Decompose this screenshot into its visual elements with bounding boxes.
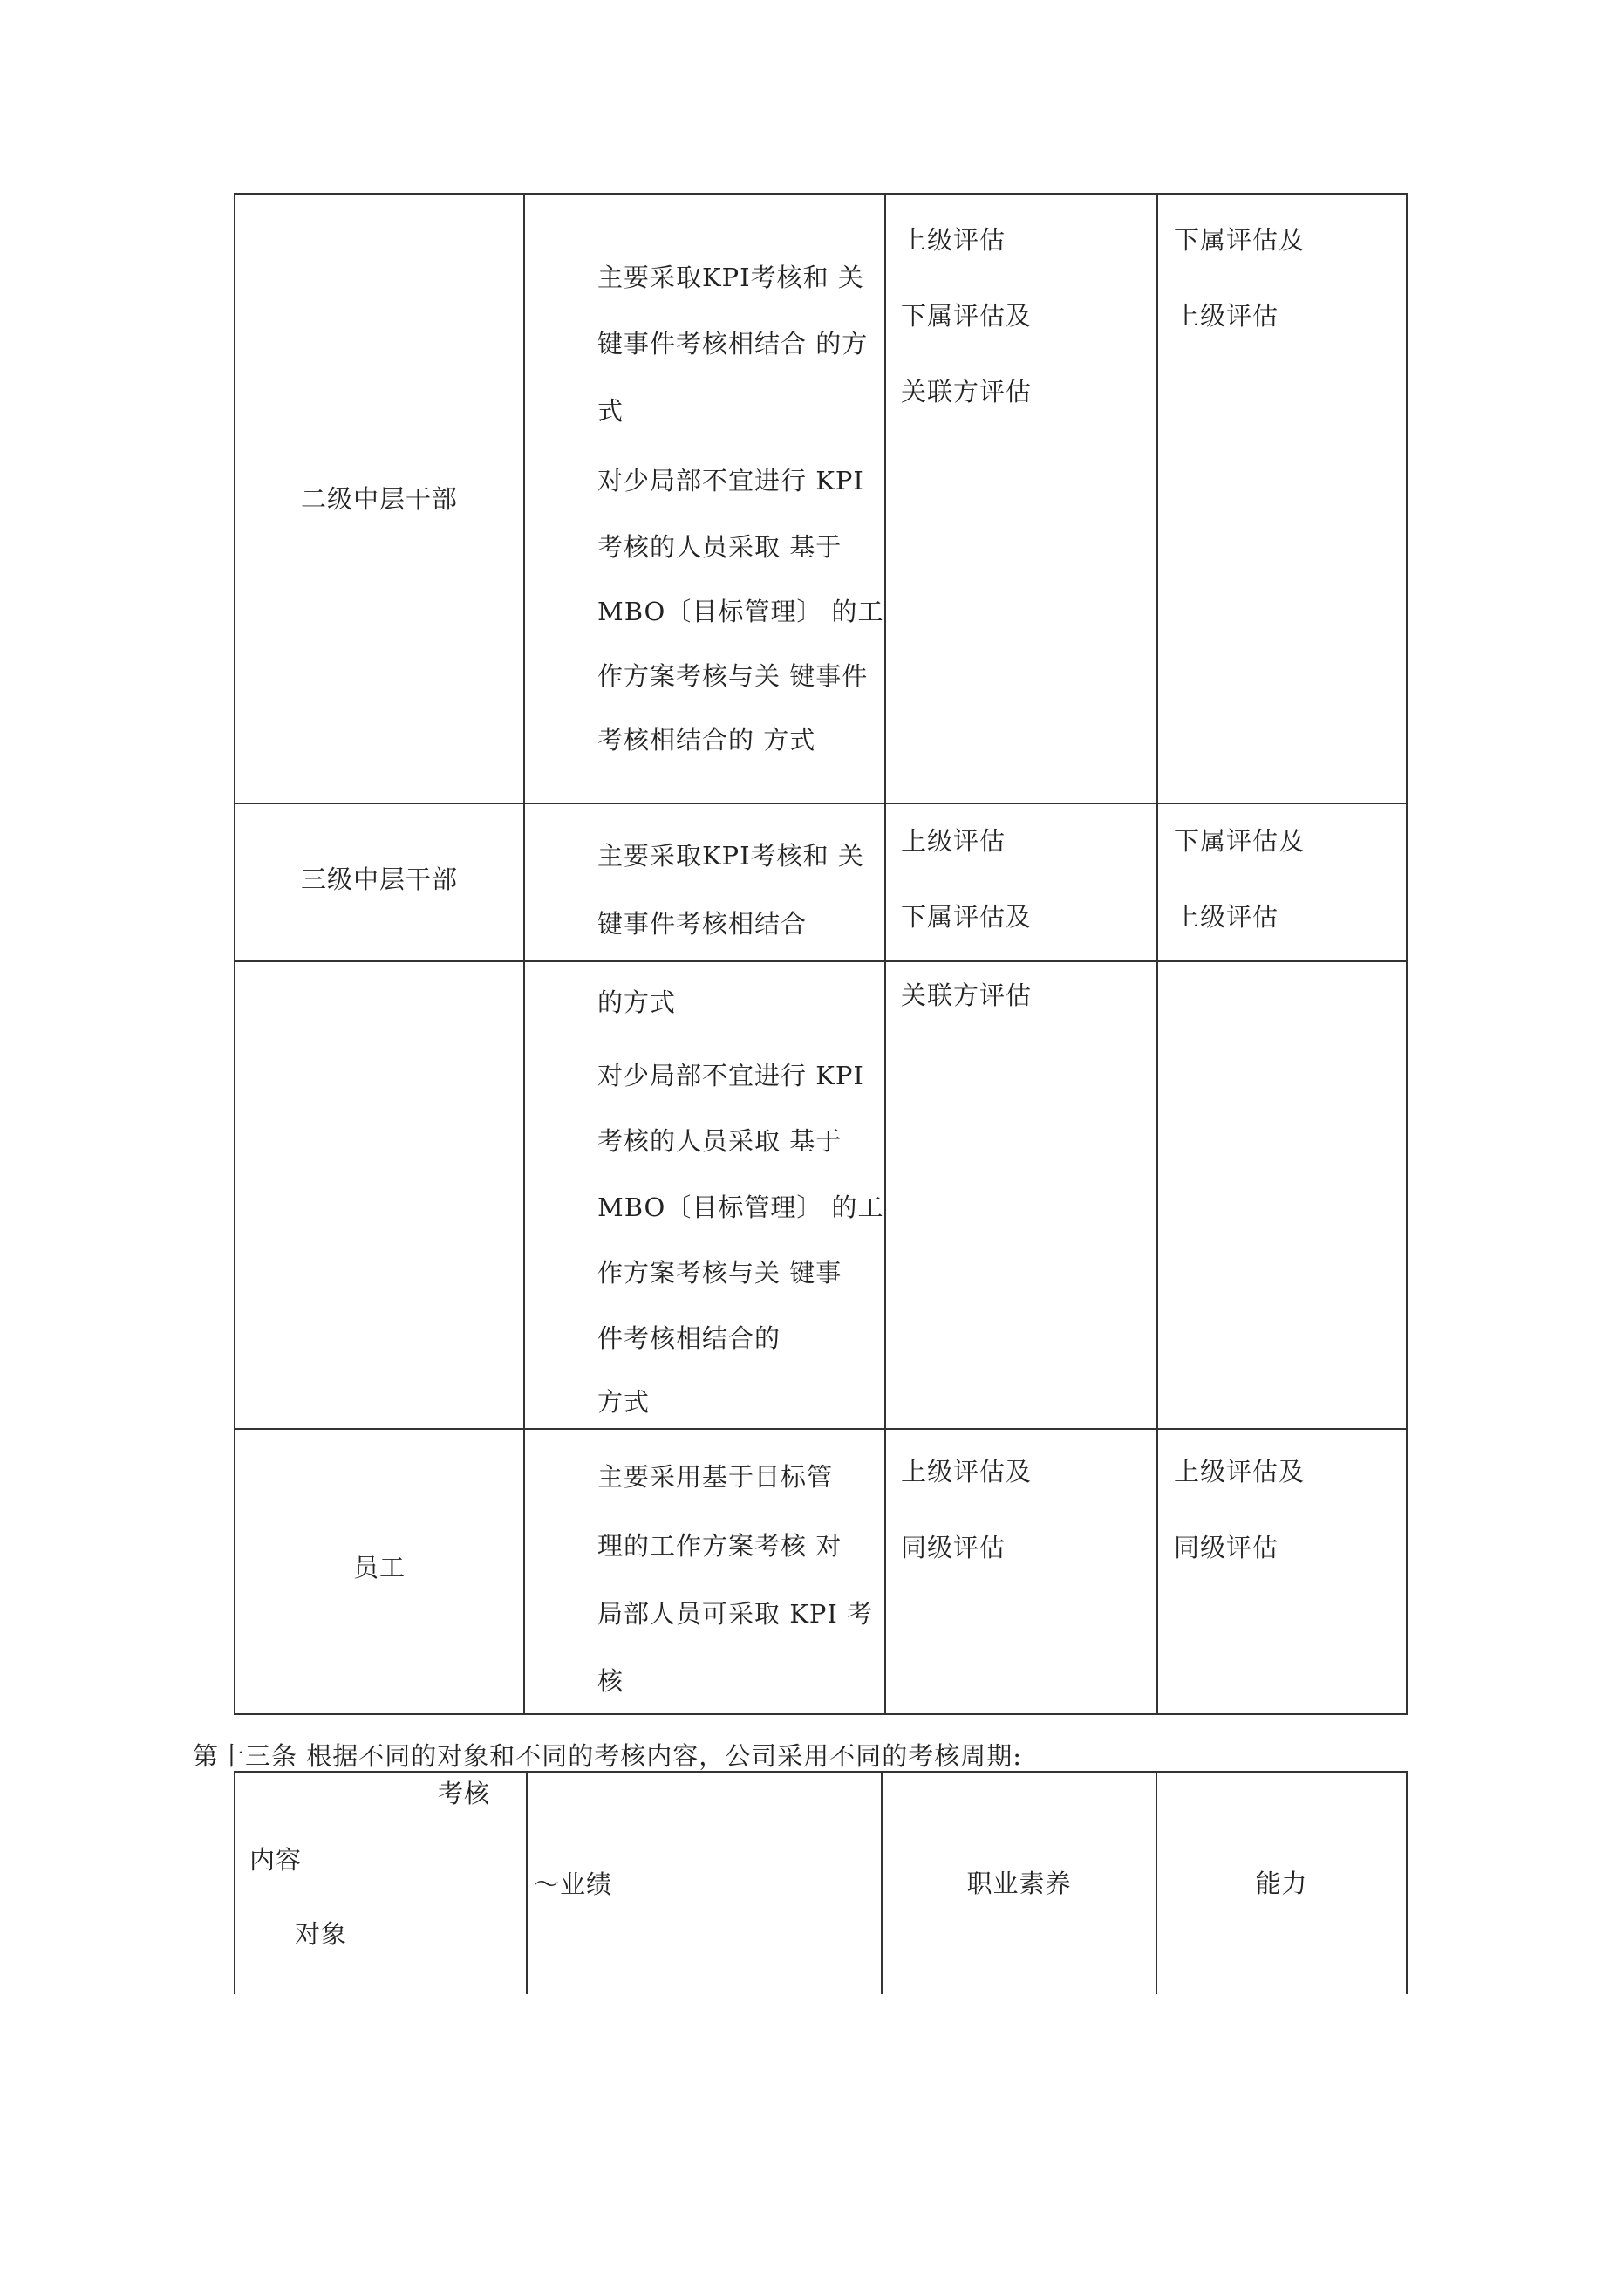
row4-method-line: 理的工作方案考核 对 [597, 1531, 842, 1561]
table2-col-divider-1 [526, 1771, 528, 1994]
row4-evaluator-2: 同级评估 [1174, 1533, 1279, 1562]
table1-right-border [1406, 193, 1408, 1715]
row3-evaluator: 关联方评估 [901, 981, 1033, 1010]
table2-top-border [234, 1771, 1406, 1773]
table2-header-diagonal-label: 对象 [295, 1919, 348, 1949]
row3-method-line: 件考核相结合的 [597, 1323, 781, 1353]
row3-method-line: MBO〔目标管理〕 的工 [597, 1192, 884, 1222]
table1-row-divider-3 [234, 1428, 1406, 1430]
row2-evaluator: 下属评估及 [901, 902, 1033, 932]
row1-evaluator: 下属评估及 [901, 301, 1033, 331]
table2-header-performance: 〜业绩 [534, 1869, 613, 1899]
row2-evaluator-2: 上级评估 [1174, 902, 1279, 932]
row2-target: 三级中层干部 [300, 864, 458, 894]
table2-left-border [234, 1771, 235, 1994]
table1-row-divider-2 [234, 960, 1406, 962]
row3-method-line: 方式 [597, 1387, 651, 1417]
row1-target: 二级中层干部 [300, 484, 458, 514]
row2-method-line: 键事件考核相结合 [597, 909, 808, 939]
row1-method-line: 考核的人员采取 基于 [597, 532, 842, 562]
table1-bottom-border [234, 1713, 1406, 1715]
row1-method-line: 式 [597, 396, 624, 426]
row2-evaluator-2: 下属评估及 [1174, 826, 1306, 856]
row4-target: 员工 [352, 1553, 406, 1582]
table2-header-professionalism: 职业素养 [966, 1869, 1072, 1898]
row1-method-line: 主要采取KPI考核和 关 [597, 263, 864, 292]
row3-method-line: 对少局部不宜进行 KPI [597, 1061, 864, 1090]
row2-method-line: 主要采取KPI考核和 关 [597, 841, 864, 871]
row3-method-line: 作方案考核与关 键事 [597, 1258, 842, 1288]
row1-method-line: MBO〔目标管理〕 的工 [597, 597, 884, 626]
table2-header-diagonal-label: 考核 [438, 1779, 491, 1808]
row1-evaluator: 上级评估 [901, 225, 1006, 255]
row1-evaluator: 关联方评估 [901, 377, 1033, 407]
table2-header-ability: 能力 [1255, 1869, 1308, 1898]
row2-evaluator: 上级评估 [901, 826, 1006, 856]
row4-method-line: 局部人员可采取 KPI 考 [597, 1599, 874, 1629]
row1-method-line: 作方案考核与关 键事件 [597, 661, 869, 691]
row1-method-line: 对少局部不宜进行 KPI [597, 466, 864, 495]
table1-top-border [234, 193, 1406, 195]
article-13-paragraph: 第十三条 根据不同的对象和不同的考核内容，公司采用不同的考核周期: [193, 1741, 1022, 1771]
table1-row-divider-1 [234, 803, 1406, 804]
row3-method-line: 考核的人员采取 基于 [597, 1126, 842, 1156]
row3-method-line: 的方式 [597, 987, 677, 1017]
row4-evaluator: 同级评估 [901, 1533, 1006, 1562]
row1-method-line: 考核相结合的 方式 [597, 725, 816, 755]
row4-evaluator-2: 上级评估及 [1174, 1457, 1306, 1486]
table1-col-divider-1 [523, 193, 525, 1715]
row4-evaluator: 上级评估及 [901, 1457, 1033, 1486]
table2-right-border [1406, 1771, 1408, 1994]
row1-evaluator-2: 下属评估及 [1174, 225, 1306, 255]
row1-method-line: 键事件考核相结合 的方 [597, 329, 869, 359]
row1-evaluator-2: 上级评估 [1174, 301, 1279, 331]
table2-header-diagonal-label: 内容 [249, 1845, 303, 1875]
table1-left-border [234, 193, 235, 1715]
table1-col-divider-3 [1156, 193, 1158, 1715]
row4-method-line: 核 [597, 1666, 624, 1696]
table1-col-divider-2 [884, 193, 886, 1715]
row4-method-line: 主要采用基于目标管 [597, 1462, 834, 1492]
